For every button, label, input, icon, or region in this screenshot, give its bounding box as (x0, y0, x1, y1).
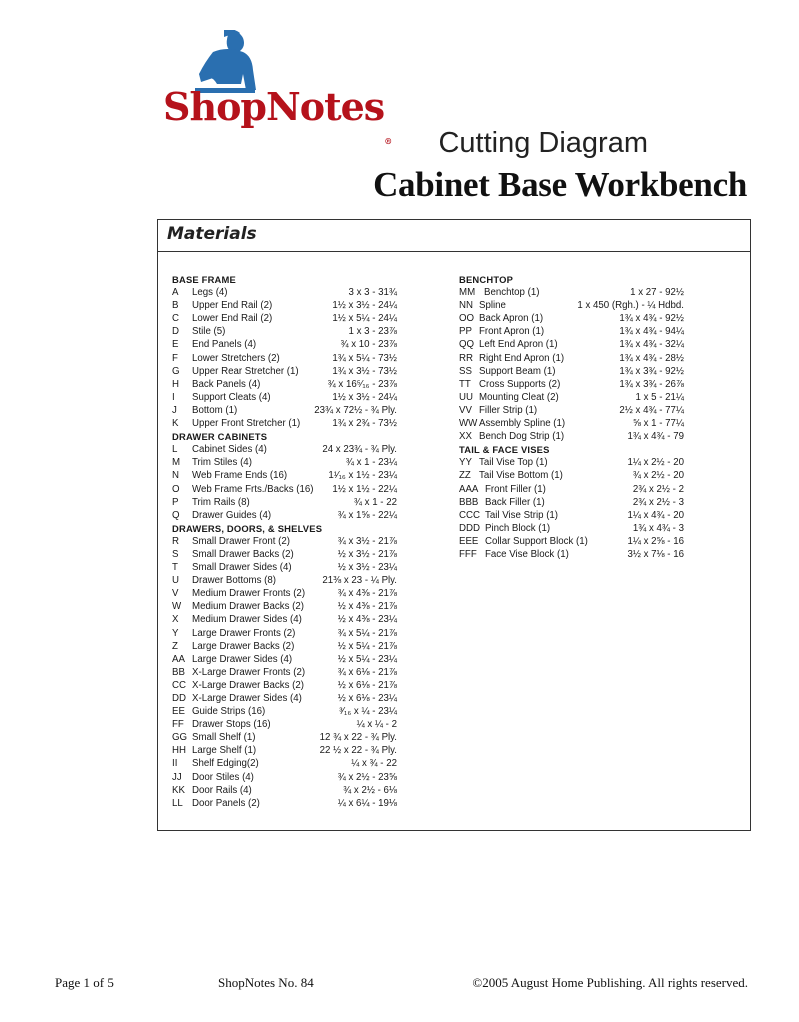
part-dimensions: ³⁄₁₆ x ¼ - 23¼ (339, 706, 397, 718)
part-id: BBB (459, 496, 479, 508)
material-row (172, 640, 397, 653)
part-name: Guide Strips (16) (192, 706, 266, 718)
part-dimensions: 1 x 3 - 23⅞ (348, 326, 397, 338)
material-row (172, 561, 397, 574)
part-name: Bench Dog Strip (1) (479, 431, 565, 443)
part-id: E (172, 339, 179, 351)
part-dimensions: ½ x 6⅛ - 21⅞ (337, 679, 397, 691)
part-dimensions: 1 x 5 - 21¼ (635, 391, 684, 403)
part-name: Web Frame Ends (16) (192, 470, 288, 482)
part-dimensions: 2½ x 4¾ - 77¼ (619, 404, 684, 416)
part-id: X (172, 614, 179, 626)
section-title: BASE FRAME (172, 274, 236, 285)
part-dimensions: ½ x 3½ - 23¼ (337, 562, 397, 574)
material-row (459, 365, 684, 378)
part-name: Lower Stretchers (2) (192, 352, 280, 364)
part-dimensions: ¾ x 10 - 23⅞ (340, 339, 397, 351)
material-row (172, 587, 397, 600)
material-row (172, 679, 397, 692)
shopnotes-logo: ShopNotes® (163, 30, 378, 130)
part-id: GG (172, 732, 188, 744)
part-dimensions: ¾ x 5¼ - 21⅞ (337, 627, 397, 639)
part-name: Filler Strip (1) (479, 404, 538, 416)
part-dimensions: ¾ x 1 - 23¼ (345, 457, 397, 469)
part-id: A (172, 287, 179, 299)
part-id: J (172, 404, 177, 416)
part-id: SS (459, 365, 472, 377)
part-dimensions: ¾ x 3½ - 21⅞ (337, 535, 397, 547)
part-dimensions: 2¾ x 2½ - 3 (632, 496, 684, 508)
part-name: Medium Drawer Fronts (2) (192, 588, 306, 600)
part-id: H (172, 378, 179, 390)
material-row (172, 404, 397, 417)
part-dimensions: 1½ x 5¼ - 24¼ (332, 313, 397, 325)
part-dimensions: 23¾ x 72½ - ¾ Ply. (314, 404, 397, 416)
material-row (172, 391, 397, 404)
part-name: Front Apron (1) (479, 326, 545, 338)
part-dimensions: 1¹⁄₁₆ x 1½ - 23¼ (328, 470, 397, 482)
part-id: EE (172, 706, 185, 718)
material-row (172, 352, 397, 365)
part-dimensions: 1¼ x 2½ - 20 (627, 457, 684, 469)
part-id: M (172, 457, 181, 469)
material-row (172, 496, 397, 509)
part-dimensions: 1½ x 3½ - 24¼ (332, 391, 397, 403)
part-name: Large Shelf (1) (192, 745, 257, 757)
part-dimensions: ½ x 5¼ - 21⅞ (337, 640, 397, 652)
part-dimensions: 1¾ x 3¾ - 26⅞ (619, 378, 684, 390)
part-dimensions: 1 x 450 (Rgh.) - ¼ Hdbd. (577, 300, 684, 312)
part-dimensions: 1¾ x 4¾ - 28½ (619, 352, 684, 364)
material-row (172, 705, 397, 718)
part-id: L (172, 444, 178, 456)
part-name: Door Panels (2) (192, 797, 260, 809)
material-row (172, 365, 397, 378)
part-dimensions: 1¼ x 4¾ - 20 (627, 509, 684, 521)
material-row (459, 352, 684, 365)
part-id: U (172, 575, 179, 587)
material-row (172, 718, 397, 731)
material-row (172, 338, 397, 351)
part-dimensions: ½ x 3½ - 21⅞ (337, 548, 397, 560)
part-id: Y (172, 627, 179, 639)
material-row (459, 378, 684, 391)
material-row (172, 731, 397, 744)
material-row (172, 692, 397, 705)
page-subtitle: Cutting Diagram (438, 127, 648, 159)
material-row (172, 443, 397, 456)
part-dimensions: 1½ x 3½ - 24¼ (332, 300, 397, 312)
part-dimensions: 1¾ x 5¼ - 73½ (332, 352, 397, 364)
part-name: X-Large Drawer Backs (2) (192, 679, 304, 691)
part-dimensions: 1 x 27 - 92½ (630, 287, 684, 299)
part-dimensions: 12 ¾ x 22 - ¾ Ply. (319, 732, 397, 744)
part-id: WW (459, 418, 478, 430)
part-dimensions: 1¾ x 4¾ - 92½ (619, 313, 684, 325)
part-name: Drawer Bottoms (8) (192, 575, 276, 587)
part-name: X-Large Drawer Sides (4) (192, 693, 302, 704)
part-name: Web Frame Frts./Backs (16) (192, 483, 314, 495)
part-name: Door Rails (4) (192, 784, 252, 796)
material-row (459, 299, 684, 312)
part-id: I (172, 391, 175, 403)
part-name: Back Filler (1) (485, 496, 545, 508)
part-name: Trim Rails (8) (192, 496, 250, 508)
part-dimensions: 1¼ x 2⅝ - 16 (627, 535, 684, 547)
part-id: Z (172, 640, 178, 652)
part-id: AAA (459, 483, 479, 495)
part-id: II (172, 758, 178, 770)
part-name: Large Drawer Fronts (2) (192, 627, 296, 639)
part-id: UU (459, 391, 473, 403)
part-id: NN (459, 300, 473, 312)
material-row (459, 509, 684, 522)
part-id: JJ (172, 771, 182, 783)
part-id: RR (459, 352, 473, 364)
part-id: R (172, 535, 179, 547)
part-id: C (172, 313, 179, 325)
part-name: Small Drawer Front (2) (192, 535, 290, 547)
material-row (172, 312, 397, 325)
part-id: W (172, 601, 182, 613)
part-id: XX (459, 431, 472, 443)
part-name: Small Drawer Sides (4) (192, 562, 292, 574)
part-name: Left End Apron (1) (479, 339, 558, 351)
part-id: CCC (459, 509, 480, 521)
part-dimensions: ¾ x 6⅛ - 21⅞ (337, 666, 397, 678)
material-row (459, 325, 684, 338)
material-row (459, 338, 684, 351)
part-id: QQ (459, 339, 475, 351)
part-id: V (172, 588, 179, 600)
part-name: Shelf Edging(2) (192, 758, 259, 770)
part-dimensions: ¾ x 4⅜ - 21⅞ (337, 588, 397, 600)
part-id: D (172, 326, 179, 338)
part-name: Mounting Cleat (2) (479, 391, 559, 403)
material-row (172, 574, 397, 587)
part-id: AA (172, 653, 185, 665)
part-name: Legs (4) (192, 287, 228, 299)
part-dimensions: ¾ x 1⅝ - 22¼ (337, 509, 397, 521)
material-row (459, 469, 684, 482)
part-dimensions: ¼ x ¾ - 22 (351, 758, 397, 770)
material-row (172, 417, 397, 430)
material-row (172, 666, 397, 679)
part-dimensions: ¾ x 1 - 22 (353, 496, 397, 508)
footer-issue: ShopNotes No. 84 (218, 975, 314, 990)
part-id: DDD (459, 522, 480, 534)
part-name: Large Drawer Backs (2) (192, 640, 295, 652)
material-row (459, 483, 684, 496)
materials-left-column (172, 273, 397, 810)
part-id: FF (172, 719, 184, 731)
material-row (459, 404, 684, 417)
part-dimensions: ½ x 5¼ - 23¼ (337, 653, 397, 665)
part-name: Pinch Block (1) (485, 522, 551, 534)
part-dimensions: 1¾ x 4¾ - 32¼ (619, 339, 684, 351)
material-row (459, 417, 684, 430)
material-row (172, 797, 397, 810)
material-row (172, 613, 397, 626)
material-row (172, 548, 397, 561)
part-id: VV (459, 404, 472, 416)
materials-box (157, 219, 751, 831)
part-name: Upper Rear Stretcher (1) (192, 365, 299, 377)
material-row (172, 744, 397, 757)
part-name: X-Large Drawer Fronts (2) (192, 666, 306, 678)
part-name: End Panels (4) (192, 339, 257, 351)
part-dimensions: 2¾ x 2½ - 2 (632, 483, 684, 495)
part-id: KK (172, 784, 185, 796)
part-name: Lower End Rail (2) (192, 313, 273, 325)
part-id: K (172, 418, 179, 430)
part-dimensions: ¾ x 2½ - 20 (632, 470, 684, 482)
part-dimensions: 21⅜ x 23 - ¼ Ply. (322, 575, 397, 587)
part-id: B (172, 300, 179, 312)
part-name: Back Panels (4) (192, 378, 261, 390)
part-id: MM (459, 287, 476, 299)
part-id: EEE (459, 535, 479, 547)
part-dimensions: 1¾ x 4¾ - 79 (627, 431, 684, 443)
part-name: Tail Vise Bottom (1) (479, 470, 563, 482)
material-row (172, 456, 397, 469)
part-name: Right End Apron (1) (479, 352, 565, 364)
section-title: DRAWER CABINETS (172, 431, 268, 443)
material-row (459, 535, 684, 548)
part-name: Drawer Stops (16) (192, 719, 271, 731)
part-id: G (172, 365, 180, 377)
part-name: Drawer Guides (4) (192, 509, 272, 521)
material-row (172, 627, 397, 640)
part-name: Stile (5) (192, 326, 226, 338)
section-title: TAIL & FACE VISES (459, 444, 550, 456)
part-name: Benchtop (1) (484, 287, 540, 299)
part-name: Small Shelf (1) (192, 732, 256, 744)
part-dimensions: 3½ x 7⅛ - 16 (627, 548, 684, 560)
part-id: HH (172, 745, 186, 757)
material-row (172, 378, 397, 391)
part-dimensions: ¼ x 6¼ - 19⅛ (337, 797, 397, 809)
part-name: Assembly Spline (1) (479, 418, 566, 430)
part-dimensions: ½ x 4⅜ - 21⅞ (337, 601, 397, 613)
material-row (172, 286, 397, 299)
material-row (172, 469, 397, 482)
material-row (172, 757, 397, 770)
part-name: Upper End Rail (2) (192, 300, 273, 312)
part-name: Medium Drawer Sides (4) (192, 614, 302, 626)
part-name: Upper Front Stretcher (1) (192, 418, 301, 430)
footer-page-number: Page 1 of 5 (55, 975, 114, 990)
material-row (172, 535, 397, 548)
part-dimensions: ¾ x 2½ - 6⅛ (343, 784, 397, 796)
materials-heading: Materials (167, 224, 257, 244)
part-id: YY (459, 457, 472, 469)
material-row (172, 784, 397, 797)
footer-copyright: ©2005 August Home Publishing. All rights reserved. (472, 975, 748, 990)
part-id: PP (459, 326, 472, 338)
part-id: FFF (459, 548, 477, 560)
material-row (172, 600, 397, 613)
part-name: Tail Vise Strip (1) (485, 509, 559, 521)
material-row (459, 430, 684, 443)
material-row (172, 483, 397, 496)
part-name: Bottom (1) (192, 404, 238, 416)
material-row (459, 312, 684, 325)
part-dimensions: ¾ x 2½ - 23⅝ (337, 771, 397, 783)
materials-header (158, 220, 750, 252)
part-id: DD (172, 693, 186, 704)
material-row (459, 456, 684, 469)
part-name: Back Apron (1) (479, 313, 544, 325)
part-dimensions: 3 x 3 - 31¾ (348, 287, 397, 299)
part-dimensions: 22 ½ x 22 - ¾ Ply. (319, 745, 397, 757)
part-name: Collar Support Block (1) (485, 535, 588, 547)
part-dimensions: ½ x 6⅛ - 23¼ (337, 693, 397, 704)
section-title: BENCHTOP (459, 274, 514, 285)
part-name: Trim Stiles (4) (192, 457, 252, 469)
part-name: Cabinet Sides (4) (192, 444, 267, 456)
part-dimensions: ¼ x ¼ - 2 (356, 719, 397, 731)
part-id: BB (172, 666, 185, 678)
part-id: TT (459, 378, 471, 390)
material-row (459, 496, 684, 509)
part-dimensions: ⅝ x 1 - 77¼ (632, 418, 684, 430)
part-name: Large Drawer Sides (4) (192, 653, 293, 665)
part-name: Support Cleats (4) (192, 391, 271, 403)
part-id: F (172, 352, 178, 364)
part-dimensions: 24 x 23¾ - ¾ Ply. (322, 444, 397, 456)
part-dimensions: 1¾ x 4¾ - 3 (632, 522, 684, 534)
material-row (172, 771, 397, 784)
part-dimensions: 1¾ x 2¾ - 73½ (332, 418, 397, 430)
part-dimensions: 1½ x 1½ - 22¼ (332, 483, 397, 495)
part-dimensions: 1¾ x 3¾ - 92½ (619, 365, 684, 377)
part-id: Q (172, 509, 180, 521)
part-id: CC (172, 679, 186, 691)
part-id: P (172, 496, 179, 508)
part-id: O (172, 483, 180, 495)
part-name: Tail Vise Top (1) (479, 457, 548, 469)
material-row (172, 325, 397, 338)
part-name: Small Drawer Backs (2) (192, 548, 294, 560)
part-name: Front Filler (1) (485, 483, 546, 495)
part-name: Support Beam (1) (479, 365, 556, 377)
part-name: Spline (479, 300, 506, 312)
part-id: OO (459, 313, 475, 325)
materials-right-column (459, 273, 684, 561)
material-row (459, 286, 684, 299)
part-dimensions: 1¾ x 3½ - 73½ (332, 365, 397, 377)
part-id: T (172, 562, 178, 574)
material-row (459, 391, 684, 404)
part-id: ZZ (459, 470, 471, 482)
part-name: Door Stiles (4) (192, 771, 254, 783)
material-row (459, 522, 684, 535)
part-dimensions: ½ x 4⅜ - 23¼ (337, 614, 397, 626)
material-row (459, 548, 684, 561)
material-row (172, 653, 397, 666)
part-dimensions: ¾ x 16⁵⁄₁₆ - 23⅞ (327, 378, 397, 390)
part-name: Face Vise Block (1) (485, 548, 569, 560)
material-row (172, 509, 397, 522)
part-id: LL (172, 797, 183, 809)
part-id: S (172, 548, 179, 560)
part-name: Medium Drawer Backs (2) (192, 601, 304, 613)
part-dimensions: 1¾ x 4¾ - 94¼ (619, 326, 684, 338)
part-id: N (172, 470, 179, 482)
material-row (172, 299, 397, 312)
page-title: Cabinet Base Workbench (373, 165, 747, 204)
part-name: Cross Supports (2) (479, 378, 561, 390)
section-title: DRAWERS, DOORS, & SHELVES (172, 522, 323, 534)
